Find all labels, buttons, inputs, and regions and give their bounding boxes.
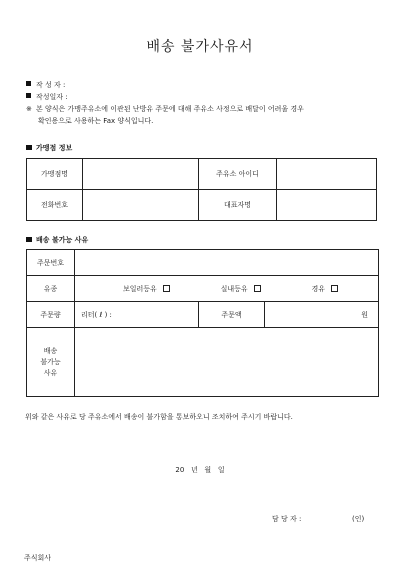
order-no-field[interactable] bbox=[75, 250, 379, 276]
delivery-reason-table bbox=[26, 249, 379, 397]
amount-unit: 원 bbox=[361, 310, 369, 319]
oil-type-label: 유종 bbox=[27, 276, 75, 302]
section-heading-reason bbox=[26, 235, 88, 245]
reason-label-line1: 배송 bbox=[43, 346, 58, 355]
amount-field[interactable] bbox=[265, 302, 379, 328]
oil-option-boiler-label: 보일러등유 bbox=[123, 284, 157, 293]
notice-text: 위와 같은 사유로 당 주유소에서 배송이 불가함을 통보하오니 조치하여 주시기 바랍니다. bbox=[25, 413, 293, 421]
oil-option-indoor[interactable] bbox=[221, 284, 261, 294]
checkbox-icon[interactable] bbox=[254, 285, 261, 292]
rep-label: 대표자명 bbox=[199, 190, 277, 221]
reason-label-line2: 불가능 bbox=[40, 357, 61, 366]
store-info-table bbox=[26, 158, 377, 221]
rep-field[interactable] bbox=[277, 190, 377, 221]
document-title: 배송 불가사유서 bbox=[146, 39, 254, 55]
oil-option-diesel-label: 경유 bbox=[311, 284, 325, 293]
order-no-label: 주문번호 bbox=[27, 250, 75, 276]
bullet-square-icon bbox=[26, 237, 32, 242]
note-mark: ※ bbox=[26, 105, 32, 113]
seal-mark: (인) bbox=[352, 515, 365, 523]
bullet-square-icon bbox=[26, 145, 32, 150]
section-heading-store bbox=[26, 143, 72, 153]
oil-option-diesel[interactable] bbox=[311, 284, 338, 294]
qty-label: 주문량 bbox=[27, 302, 75, 328]
checkbox-icon[interactable] bbox=[163, 285, 170, 292]
store-name-field[interactable] bbox=[83, 159, 199, 190]
amount-label: 주문액 bbox=[199, 302, 265, 328]
date-line-bottom bbox=[0, 465, 400, 475]
bullet-square-icon bbox=[26, 93, 31, 98]
note-line-2: 확인용으로 사용하는 Fax 양식입니다. bbox=[38, 117, 154, 125]
reason-label bbox=[27, 328, 75, 397]
note-line-1: 본 양식은 가맹주유소에 이관된 난방유 주문에 대해 주유소 사정으로 배달이 어려울 경우 bbox=[36, 105, 304, 113]
qty-field[interactable] bbox=[75, 302, 199, 328]
date-label: 작성일자 : bbox=[36, 93, 68, 101]
date-line-text: 20 년 월 일 bbox=[175, 466, 225, 474]
phone-field[interactable] bbox=[83, 190, 199, 221]
author-label: 작 성 자 : bbox=[36, 81, 66, 89]
oil-option-boiler[interactable] bbox=[123, 284, 170, 294]
form-note bbox=[26, 103, 376, 127]
section1-heading-text: 가맹점 정보 bbox=[36, 144, 73, 152]
author-line bbox=[26, 79, 65, 91]
qty-unit: 리터( ℓ ) : bbox=[81, 310, 112, 319]
reason-label-line3: 사유 bbox=[43, 368, 58, 377]
reason-field[interactable] bbox=[75, 328, 379, 397]
date-line bbox=[26, 91, 68, 103]
station-id-field[interactable] bbox=[277, 159, 377, 190]
oil-type-options bbox=[75, 276, 379, 302]
signer-label: 담 당 자 : bbox=[272, 515, 302, 523]
section2-heading-text: 배송 불가능 사유 bbox=[36, 236, 89, 244]
company-label: 주식회사 bbox=[24, 554, 52, 562]
bullet-square-icon bbox=[26, 81, 31, 86]
phone-label: 전화번호 bbox=[27, 190, 83, 221]
oil-option-indoor-label: 실내등유 bbox=[220, 284, 248, 293]
store-name-label: 가맹점명 bbox=[27, 159, 83, 190]
station-id-label: 주유소 아이디 bbox=[199, 159, 277, 190]
checkbox-icon[interactable] bbox=[331, 285, 338, 292]
